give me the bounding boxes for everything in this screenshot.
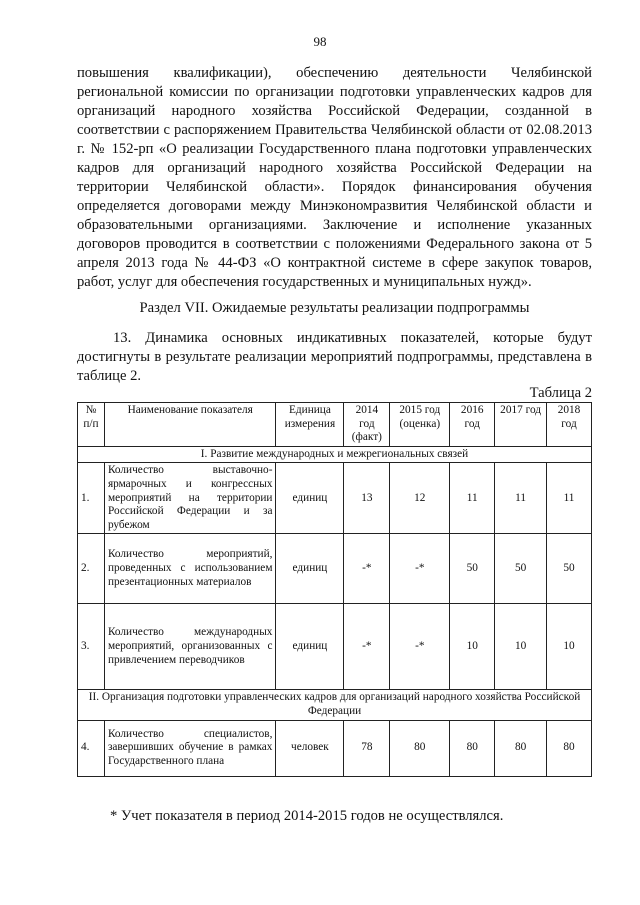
row-num: 3. bbox=[78, 604, 105, 690]
header-2014: 2014 год (факт) bbox=[344, 403, 390, 447]
row-2016: 80 bbox=[450, 720, 495, 776]
page-number: 98 bbox=[313, 34, 327, 49]
row-num: 1. bbox=[78, 463, 105, 534]
row-name: Количество специалистов, завершивших обучение в рамках Государственного плана bbox=[104, 720, 276, 776]
row-2016: 50 bbox=[450, 534, 495, 604]
table-row bbox=[78, 534, 592, 604]
table-row bbox=[78, 720, 592, 776]
header-name: Наименование показателя bbox=[104, 403, 276, 447]
row-2017: 11 bbox=[495, 463, 547, 534]
table-caption: Таблица 2 bbox=[529, 385, 592, 401]
row-2017: 10 bbox=[495, 604, 547, 690]
section-row-2 bbox=[78, 690, 592, 720]
section-row-1 bbox=[78, 446, 592, 463]
row-2014: -* bbox=[344, 604, 390, 690]
row-2017: 80 bbox=[495, 720, 547, 776]
table-row bbox=[78, 463, 592, 534]
row-num: 4. bbox=[78, 720, 105, 776]
row-2016: 11 bbox=[450, 463, 495, 534]
row-unit: единиц bbox=[276, 604, 344, 690]
paragraph-funding: повышения квалификации), обеспечению деятельности Челябинской региональной комиссии по организации подготовки управленческих кадров для организаций народного хозяйства Российской Федерации, созданной в соответствии с распоряжением Правительства Челябинской области от 02.08.2013 г. № 152-рп «О реализации Государственного плана подготовки управленческих кадров для организаций народного хозяйства Российской Федерации на территории Челябинской области». Порядок финансирования обучения определяется договорами между Минэкономразвития Челябинской области и образовательными организациями. Заключение и исполнение указанных договоров проводится в соответствии с положениями Федерального закона от 5 апреля 2013 года № 44-ФЗ «О контрактной системе в сфере закупок товаров, работ, услуг для обеспечения государственных и муниципальных нужд». bbox=[77, 65, 592, 290]
indicators-table bbox=[77, 402, 592, 777]
row-2016: 10 bbox=[450, 604, 495, 690]
row-2015: 80 bbox=[390, 720, 450, 776]
row-name: Количество мероприятий, проведенных с использованием презентационных материалов bbox=[104, 534, 276, 604]
row-2015: 12 bbox=[390, 463, 450, 534]
row-name: Количество международных мероприятий, организованных с привлечением переводчиков bbox=[104, 604, 276, 690]
row-2015: -* bbox=[390, 604, 450, 690]
table-row bbox=[78, 604, 592, 690]
footnote: * Учет показателя в период 2014-2015 годов не осуществлялся. bbox=[110, 808, 504, 824]
header-2016: 2016 год bbox=[450, 403, 495, 447]
row-unit: единиц bbox=[276, 534, 344, 604]
header-2015: 2015 год (оценка) bbox=[390, 403, 450, 447]
row-name: Количество выставочно-ярмарочных и конгрессных мероприятий на территории Российской Федерации и за рубежом bbox=[104, 463, 276, 534]
row-2014: -* bbox=[344, 534, 390, 604]
row-2014: 78 bbox=[344, 720, 390, 776]
row-num: 2. bbox=[78, 534, 105, 604]
row-unit: человек bbox=[276, 720, 344, 776]
section-heading: Раздел VII. Ожидаемые результаты реализации подпрограммы bbox=[139, 300, 530, 316]
row-2015: -* bbox=[390, 534, 450, 604]
row-2018: 11 bbox=[547, 463, 592, 534]
table-header-row bbox=[78, 403, 592, 447]
section-title-2: II. Организация подготовки управленческих кадров для организаций народного хозяйства Российской Федерации bbox=[78, 690, 592, 720]
row-2014: 13 bbox=[344, 463, 390, 534]
row-unit: единиц bbox=[276, 463, 344, 534]
header-unit: Единица измерения bbox=[276, 403, 344, 447]
paragraph-dynamics: 13. Динамика основных индикативных показателей, которые будут достигнуты в результате реализации мероприятий подпрограммы, представлена в таблице 2. bbox=[77, 330, 592, 384]
header-2018: 2018 год bbox=[547, 403, 592, 447]
row-2018: 10 bbox=[547, 604, 592, 690]
row-2017: 50 bbox=[495, 534, 547, 604]
header-num: № п/п bbox=[78, 403, 105, 447]
section-title-1: I. Развитие международных и межрегиональных связей bbox=[78, 446, 592, 463]
header-2017: 2017 год bbox=[495, 403, 547, 447]
row-2018: 80 bbox=[547, 720, 592, 776]
row-2018: 50 bbox=[547, 534, 592, 604]
